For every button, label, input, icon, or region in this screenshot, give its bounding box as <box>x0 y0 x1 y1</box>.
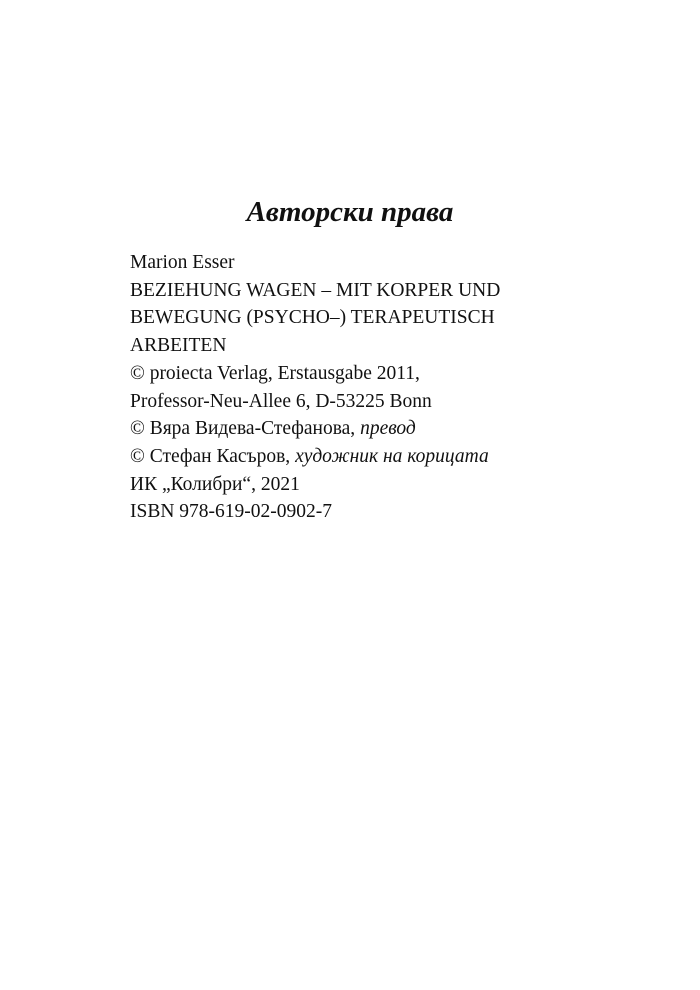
original-title-line-2: BEWEGUNG (PSYCHO–) TERAPEUTISCH <box>130 307 495 329</box>
edition-line: ИК „Колибри“, 2021 <box>130 473 300 495</box>
isbn-line: ISBN 978-619-02-0902-7 <box>130 501 333 523</box>
translator-role: превод <box>360 418 416 440</box>
original-title-line-3: ARBEITEN <box>130 335 227 357</box>
translator-line <box>130 415 600 443</box>
publisher-copyright-line: © proiecta Verlag, Erstausgabe 2011, <box>130 362 420 384</box>
translator-name: © Вяра Видева-Стефанова, <box>130 418 361 440</box>
cover-artist-name: © Стефан Касъров, <box>130 445 296 467</box>
page-title: Авторски права <box>246 196 454 228</box>
author-line: Marion Esser <box>130 252 235 273</box>
original-title-line-1: BEZIEHUNG WAGEN – MIT KORPER UND <box>130 279 501 301</box>
cover-artist-role: художник на корицата <box>295 445 489 467</box>
credits-list <box>130 249 600 526</box>
cover-artist-line <box>130 443 600 471</box>
publisher-address-line: Professor-Neu-Allee 6, D-53225 Bonn <box>130 390 432 412</box>
